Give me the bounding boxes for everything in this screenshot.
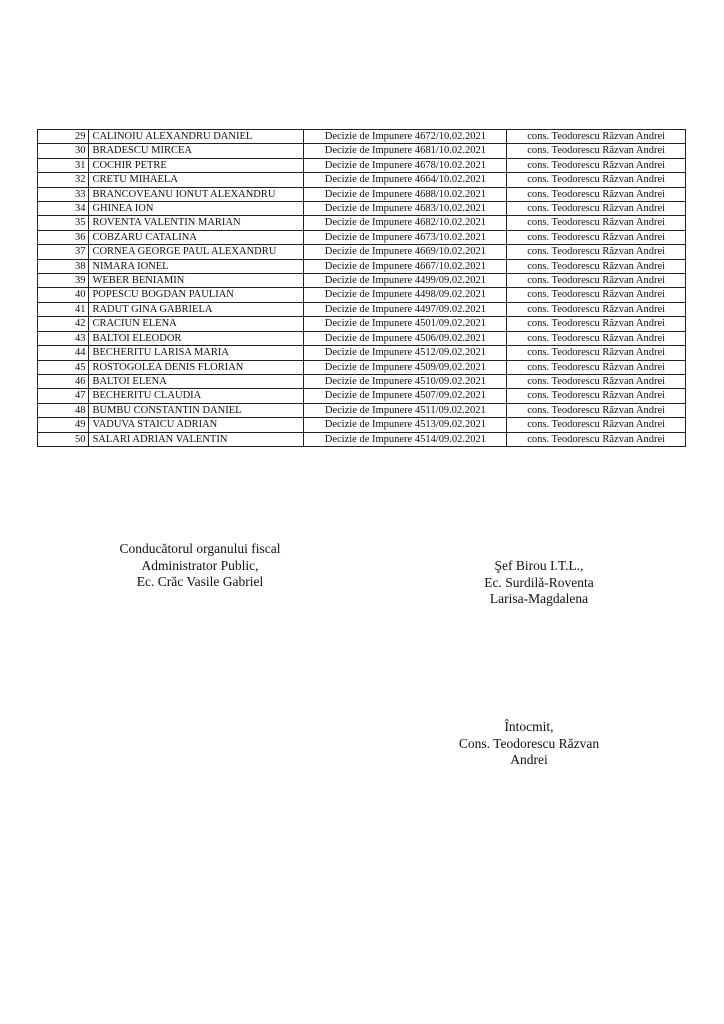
decision-cell: Decizie de Impunere 4681/10.02.2021	[304, 144, 507, 158]
taxpayer-name-cell: NIMARA IONEL	[89, 259, 304, 273]
officer-cell: cons. Teodorescu Răzvan Andrei	[507, 374, 686, 388]
taxpayer-name-cell: ROSTOGOLEA DENIS FLORIAN	[89, 360, 304, 374]
table-row	[38, 288, 686, 302]
officer-cell: cons. Teodorescu Răzvan Andrei	[507, 173, 686, 187]
officer-cell: cons. Teodorescu Răzvan Andrei	[507, 158, 686, 172]
taxpayer-name-cell: GHINEA ION	[89, 202, 304, 216]
officer-cell: cons. Teodorescu Răzvan Andrei	[507, 403, 686, 417]
row-number-cell: 35	[38, 216, 89, 230]
prepared-by-name: Cons. Teodorescu Răzvan	[458, 735, 600, 751]
taxpayer-name-cell: BALTOI ELENA	[89, 374, 304, 388]
decision-cell: Decizie de Impunere 4513/09.02.2021	[304, 418, 507, 432]
officer-cell: cons. Teodorescu Răzvan Andrei	[507, 202, 686, 216]
decision-cell: Decizie de Impunere 4683/10.02.2021	[304, 202, 507, 216]
table-row	[38, 259, 686, 273]
decision-cell: Decizie de Impunere 4667/10.02.2021	[304, 259, 507, 273]
row-number-cell: 38	[38, 259, 89, 273]
row-number-cell: 45	[38, 360, 89, 374]
officer-cell: cons. Teodorescu Răzvan Andrei	[507, 302, 686, 316]
signature-block-office-head	[470, 558, 608, 608]
table-row	[38, 360, 686, 374]
officer-cell: cons. Teodorescu Răzvan Andrei	[507, 418, 686, 432]
row-number-cell: 36	[38, 230, 89, 244]
officer-cell: cons. Teodorescu Răzvan Andrei	[507, 432, 686, 446]
decision-cell: Decizie de Impunere 4498/09.02.2021	[304, 288, 507, 302]
officer-cell: cons. Teodorescu Răzvan Andrei	[507, 144, 686, 158]
officer-cell: cons. Teodorescu Răzvan Andrei	[507, 130, 686, 144]
taxpayer-name-cell: CORNEA GEORGE PAUL ALEXANDRU	[89, 245, 304, 259]
row-number-cell: 41	[38, 302, 89, 316]
taxpayer-name-cell: BALTOI ELEODOR	[89, 331, 304, 345]
row-number-cell: 49	[38, 418, 89, 432]
row-number-cell: 50	[38, 432, 89, 446]
row-number-cell: 30	[38, 144, 89, 158]
officer-cell: cons. Teodorescu Răzvan Andrei	[507, 245, 686, 259]
taxpayer-name-cell: ROVENTA VALENTIN MARIAN	[89, 216, 304, 230]
office-head-title: Şef Birou I.T.L.,	[494, 558, 584, 573]
table-row	[38, 274, 686, 288]
decision-cell: Decizie de Impunere 4678/10.02.2021	[304, 158, 507, 172]
officer-cell: cons. Teodorescu Răzvan Andrei	[507, 346, 686, 360]
officer-cell: cons. Teodorescu Răzvan Andrei	[507, 288, 686, 302]
taxpayer-name-cell: VADUVA STAICU ADRIAN	[89, 418, 304, 432]
office-head-name: Ec. Surdilă-Roventa	[484, 574, 594, 590]
taxpayer-name-cell: BECHERITU CLAUDIA	[89, 389, 304, 403]
taxpayer-name-cell: COBZARU CATALINA	[89, 230, 304, 244]
row-number-cell: 47	[38, 389, 89, 403]
table-row	[38, 245, 686, 259]
decision-cell: Decizie de Impunere 4506/09.02.2021	[304, 331, 507, 345]
row-number-cell: 44	[38, 346, 89, 360]
taxpayer-name-cell: BUMBU CONSTANTIN DANIEL	[89, 403, 304, 417]
table-row	[38, 331, 686, 345]
administrator-name: Ec. Crăc Vasile Gabriel	[136, 574, 264, 589]
table-row	[38, 432, 686, 446]
row-number-cell: 34	[38, 202, 89, 216]
decision-cell: Decizie de Impunere 4673/10.02.2021	[304, 230, 507, 244]
taxpayer-name-cell: POPESCU BOGDAN PAULIAN	[89, 288, 304, 302]
decision-cell: Decizie de Impunere 4499/09.02.2021	[304, 274, 507, 288]
table-body	[38, 130, 686, 447]
signature-block-prepared-by	[450, 719, 608, 769]
decision-cell: Decizie de Impunere 4507/09.02.2021	[304, 389, 507, 403]
table-row	[38, 173, 686, 187]
officer-cell: cons. Teodorescu Răzvan Andrei	[507, 317, 686, 331]
officer-cell: cons. Teodorescu Răzvan Andrei	[507, 259, 686, 273]
row-number-cell: 43	[38, 331, 89, 345]
decision-cell: Decizie de Impunere 4501/09.02.2021	[304, 317, 507, 331]
prepared-by-name-continued: Andrei	[510, 752, 548, 767]
table-row	[38, 346, 686, 360]
office-head-name-continued: Larisa-Magdalena	[489, 591, 589, 606]
table-row	[38, 144, 686, 158]
row-number-cell: 33	[38, 187, 89, 201]
table-row	[38, 230, 686, 244]
decision-cell: Decizie de Impunere 4682/10.02.2021	[304, 216, 507, 230]
table-row	[38, 202, 686, 216]
taxpayer-name-cell: CRETU MIHAELA	[89, 173, 304, 187]
row-number-cell: 40	[38, 288, 89, 302]
row-number-cell: 32	[38, 173, 89, 187]
officer-cell: cons. Teodorescu Răzvan Andrei	[507, 187, 686, 201]
row-number-cell: 46	[38, 374, 89, 388]
taxpayer-name-cell: BRADESCU MIRCEA	[89, 144, 304, 158]
taxpayer-name-cell: BRANCOVEANU IONUT ALEXANDRU	[89, 187, 304, 201]
decision-cell: Decizie de Impunere 4514/09.02.2021	[304, 432, 507, 446]
officer-cell: cons. Teodorescu Răzvan Andrei	[507, 389, 686, 403]
officer-cell: cons. Teodorescu Răzvan Andrei	[507, 331, 686, 345]
row-number-cell: 31	[38, 158, 89, 172]
signature-block-administrator	[105, 541, 295, 591]
table-row	[38, 302, 686, 316]
taxpayer-name-cell: BECHERITU LARISA MARIA	[89, 346, 304, 360]
taxpayer-name-cell: COCHIR PETRE	[89, 158, 304, 172]
table-row	[38, 216, 686, 230]
decision-cell: Decizie de Impunere 4497/09.02.2021	[304, 302, 507, 316]
decision-cell: Decizie de Impunere 4511/09.02.2021	[304, 403, 507, 417]
table-row	[38, 158, 686, 172]
taxpayer-name-cell: CRACIUN ELENA	[89, 317, 304, 331]
administrator-role-label: Conducătorul organului fiscal	[119, 541, 281, 556]
table-row	[38, 389, 686, 403]
officer-cell: cons. Teodorescu Răzvan Andrei	[507, 274, 686, 288]
table-row	[38, 317, 686, 331]
row-number-cell: 39	[38, 274, 89, 288]
officer-cell: cons. Teodorescu Răzvan Andrei	[507, 360, 686, 374]
row-number-cell: 29	[38, 130, 89, 144]
table-row	[38, 187, 686, 201]
decision-cell: Decizie de Impunere 4510/09.02.2021	[304, 374, 507, 388]
decision-cell: Decizie de Impunere 4512/09.02.2021	[304, 346, 507, 360]
prepared-by-label: Întocmit,	[504, 719, 554, 734]
row-number-cell: 48	[38, 403, 89, 417]
table-row	[38, 130, 686, 144]
row-number-cell: 37	[38, 245, 89, 259]
row-number-cell: 42	[38, 317, 89, 331]
decision-cell: Decizie de Impunere 4672/10.02.2021	[304, 130, 507, 144]
table-row	[38, 374, 686, 388]
taxpayer-name-cell: CALINOIU ALEXANDRU DANIEL	[89, 130, 304, 144]
table-row	[38, 403, 686, 417]
taxpayer-name-cell: SALARI ADRIAN VALENTIN	[89, 432, 304, 446]
officer-cell: cons. Teodorescu Răzvan Andrei	[507, 230, 686, 244]
decision-cell: Decizie de Impunere 4669/10.02.2021	[304, 245, 507, 259]
decision-cell: Decizie de Impunere 4664/10.02.2021	[304, 173, 507, 187]
taxpayer-name-cell: RADUT GINA GABRIELA	[89, 302, 304, 316]
decision-cell: Decizie de Impunere 4509/09.02.2021	[304, 360, 507, 374]
taxpayer-name-cell: WEBER BENIAMIN	[89, 274, 304, 288]
table-row	[38, 418, 686, 432]
administrator-title: Administrator Public,	[141, 557, 259, 573]
officer-cell: cons. Teodorescu Răzvan Andrei	[507, 216, 686, 230]
decision-cell: Decizie de Impunere 4688/10.02.2021	[304, 187, 507, 201]
taxpayer-decision-table	[37, 129, 686, 447]
